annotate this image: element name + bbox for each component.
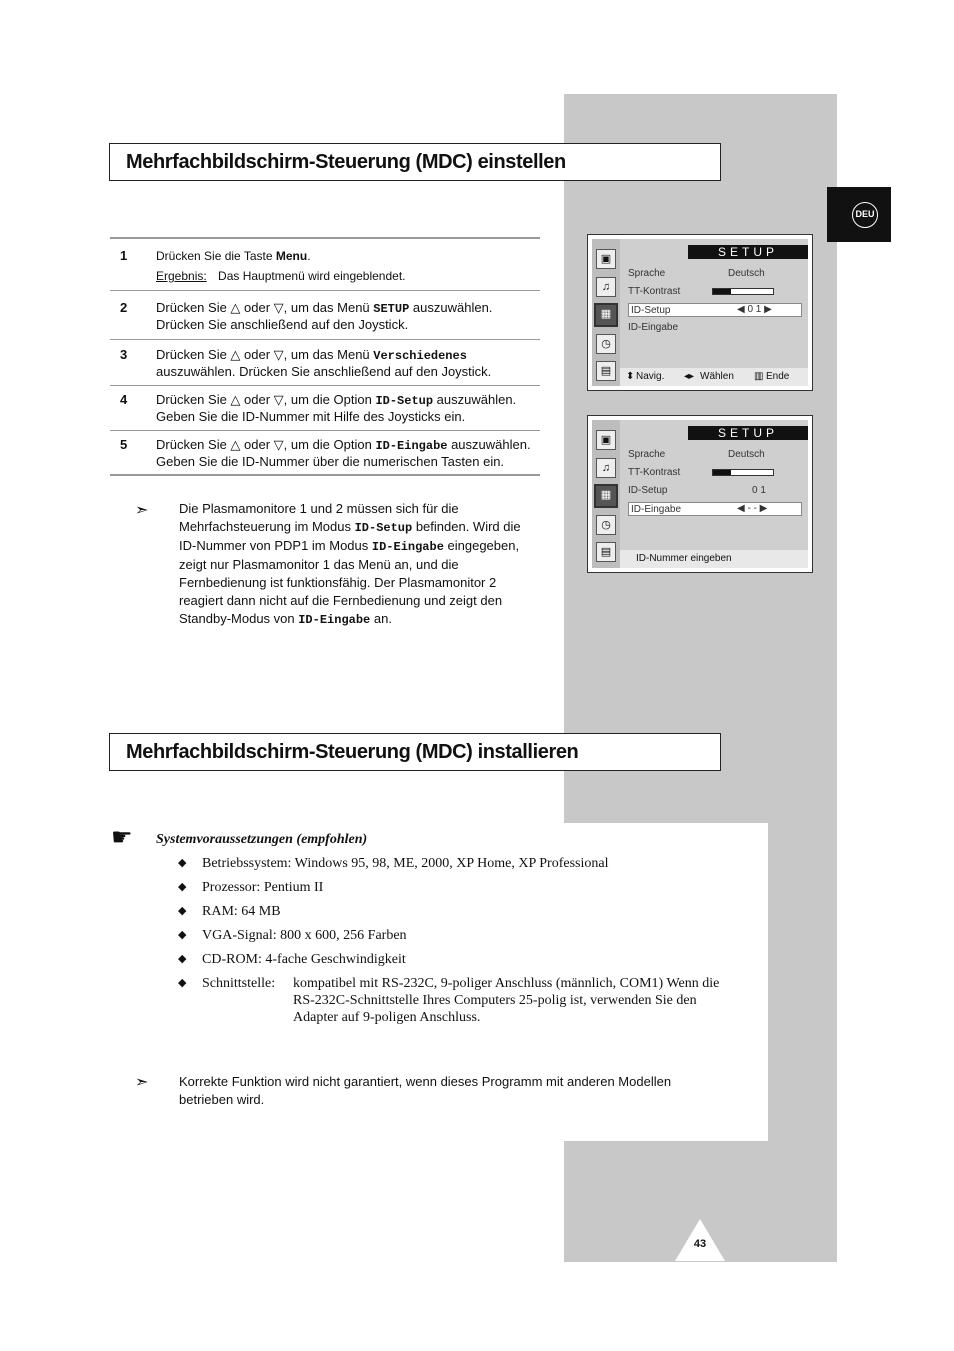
osd-row-id-setup: ID-Setup 0 1: [628, 485, 766, 496]
list-item: ◆ Betriebssystem: Windows 95, 98, ME, 2000, XP Home, XP Professional: [178, 856, 609, 871]
note-plasmamonitore: Die Plasmamonitore 1 und 2 müssen sich für die Mehrfachsteuerung im Modus ID-Setup befinden. Wird die ID-Nummer von PDP1 im Modus ID-Eingabe eingegeben, zeigt nur Plasmamonitor 1 das Menü an, und die Fernbedienung ist funktionsfähig. Der Plasmamonitor 2 reagiert dann nicht auf die Fernbedienung und zeigt den Standby-Modus von ID-Eingabe an.: [179, 501, 521, 627]
diamond-bullet-icon: ◆: [178, 929, 187, 941]
osd-setup-screen-2: [587, 415, 813, 573]
down-arrow-icon: ▽: [273, 347, 284, 362]
down-arrow-icon: ▽: [273, 392, 284, 407]
result-label: Ergebnis:: [156, 269, 207, 283]
sound-icon: ♫: [596, 458, 616, 478]
list-item: ◆ VGA-Signal: 800 x 600, 256 Farben: [178, 928, 407, 943]
exit-icon: ▥: [754, 371, 764, 382]
osd-row-sprache: Sprache Deutsch: [628, 449, 765, 460]
setup-icon: ▦: [594, 303, 618, 327]
osd-footer: ⬍ Navig. ◂▸ Wählen ▥ Ende: [620, 368, 808, 386]
diamond-bullet-icon: ◆: [178, 977, 187, 989]
osd-row-id-eingabe: ID-Eingabe ◀ - - ▶: [628, 502, 802, 516]
osd-row-id-eingabe: ID-Eingabe: [628, 322, 679, 333]
osd-footer: ID-Nummer eingeben: [620, 550, 808, 568]
note-arrow-icon: ➣: [135, 1074, 149, 1091]
clock-icon: ◷: [596, 334, 616, 354]
up-arrow-icon: △: [230, 437, 241, 452]
step-table: [110, 237, 540, 476]
select-icon: ◂▸: [684, 371, 695, 382]
pointing-hand-icon: ☛: [111, 824, 133, 851]
navigate-icon: ⬍: [626, 371, 635, 382]
setup-icon: ▦: [594, 484, 618, 508]
list-item: ◆ Prozessor: Pentium II: [178, 880, 324, 895]
picture-icon: ▣: [596, 249, 616, 269]
diamond-bullet-icon: ◆: [178, 857, 187, 869]
list-item-interface: ◆ Schnittstelle: kompatibel mit RS-232C, 9-poliger Anschluss (männlich, COM1) Wenn die RS-232C-Schnittstelle Ihres Computers 25-polig ist, verwenden Sie den Adapter auf 9-poligen Anschluss.: [178, 976, 720, 1025]
list-item: ◆ RAM: 64 MB: [178, 904, 281, 919]
section-title-einstellen: Mehrfachbildschirm-Steuerung (MDC) einstellen: [109, 143, 721, 181]
step-1: 1 Drücken Sie die Taste Menu. Ergebnis: Das Hauptmenü wird eingeblendet.: [110, 237, 540, 290]
up-arrow-icon: △: [230, 392, 241, 407]
language-badge: DEU: [852, 202, 878, 228]
contrast-bar: [712, 288, 774, 295]
step-3: 3 Drücken Sie △ oder ▽, um das Menü Verschiedenes auszuwählen. Drücken Sie anschließend auf den Joystick.: [110, 339, 540, 385]
section-title-installieren: Mehrfachbildschirm-Steuerung (MDC) installieren: [109, 733, 721, 771]
osd-setup-screen-1: [587, 234, 813, 391]
up-arrow-icon: △: [230, 300, 241, 315]
requirements-list: [178, 855, 758, 1025]
note-compatibility: Korrekte Funktion wird nicht garantiert, wenn dieses Programm mit anderen Modellen betrieben wird.: [179, 1074, 672, 1107]
diamond-bullet-icon: ◆: [178, 953, 187, 965]
down-arrow-icon: ▽: [273, 437, 284, 452]
requirements-heading: Systemvoraussetzungen (empfohlen): [156, 832, 368, 847]
list-item: ◆ CD-ROM: 4-fache Geschwindigkeit: [178, 952, 406, 967]
step-number: 1: [120, 248, 128, 263]
clock-icon: ◷: [596, 515, 616, 535]
osd-row-sprache: Sprache Deutsch: [628, 268, 765, 279]
osd-row-id-setup: ID-Setup ◀ 0 1 ▶: [628, 303, 802, 317]
step-2: 2 Drücken Sie △ oder ▽, um das Menü SETUP auszuwählen. Drücken Sie anschließend auf den Joystick.: [110, 290, 540, 339]
step-5: 5 Drücken Sie △ oder ▽, um die Option ID-Eingabe auszuwählen. Geben Sie die ID-Nummer über die numerischen Tasten ein.: [110, 430, 540, 476]
osd-title: SETUP: [688, 245, 808, 259]
diamond-bullet-icon: ◆: [178, 881, 187, 893]
osd-row-tt-kontrast: TT-Kontrast: [628, 466, 802, 480]
note-arrow-icon: ➣: [135, 502, 149, 519]
teletext-icon: ▤: [596, 542, 616, 562]
sound-icon: ♫: [596, 277, 616, 297]
picture-icon: ▣: [596, 430, 616, 450]
up-arrow-icon: △: [230, 347, 241, 362]
step-4: 4 Drücken Sie △ oder ▽, um die Option ID-Setup auszuwählen. Geben Sie die ID-Nummer mit Hilfe des Joysticks ein.: [110, 385, 540, 430]
osd-title: SETUP: [688, 426, 808, 440]
down-arrow-icon: ▽: [273, 300, 284, 315]
page-number: 43: [693, 1238, 707, 1250]
teletext-icon: ▤: [596, 361, 616, 381]
contrast-bar: [712, 469, 774, 476]
diamond-bullet-icon: ◆: [178, 905, 187, 917]
osd-row-tt-kontrast: TT-Kontrast: [628, 285, 802, 299]
